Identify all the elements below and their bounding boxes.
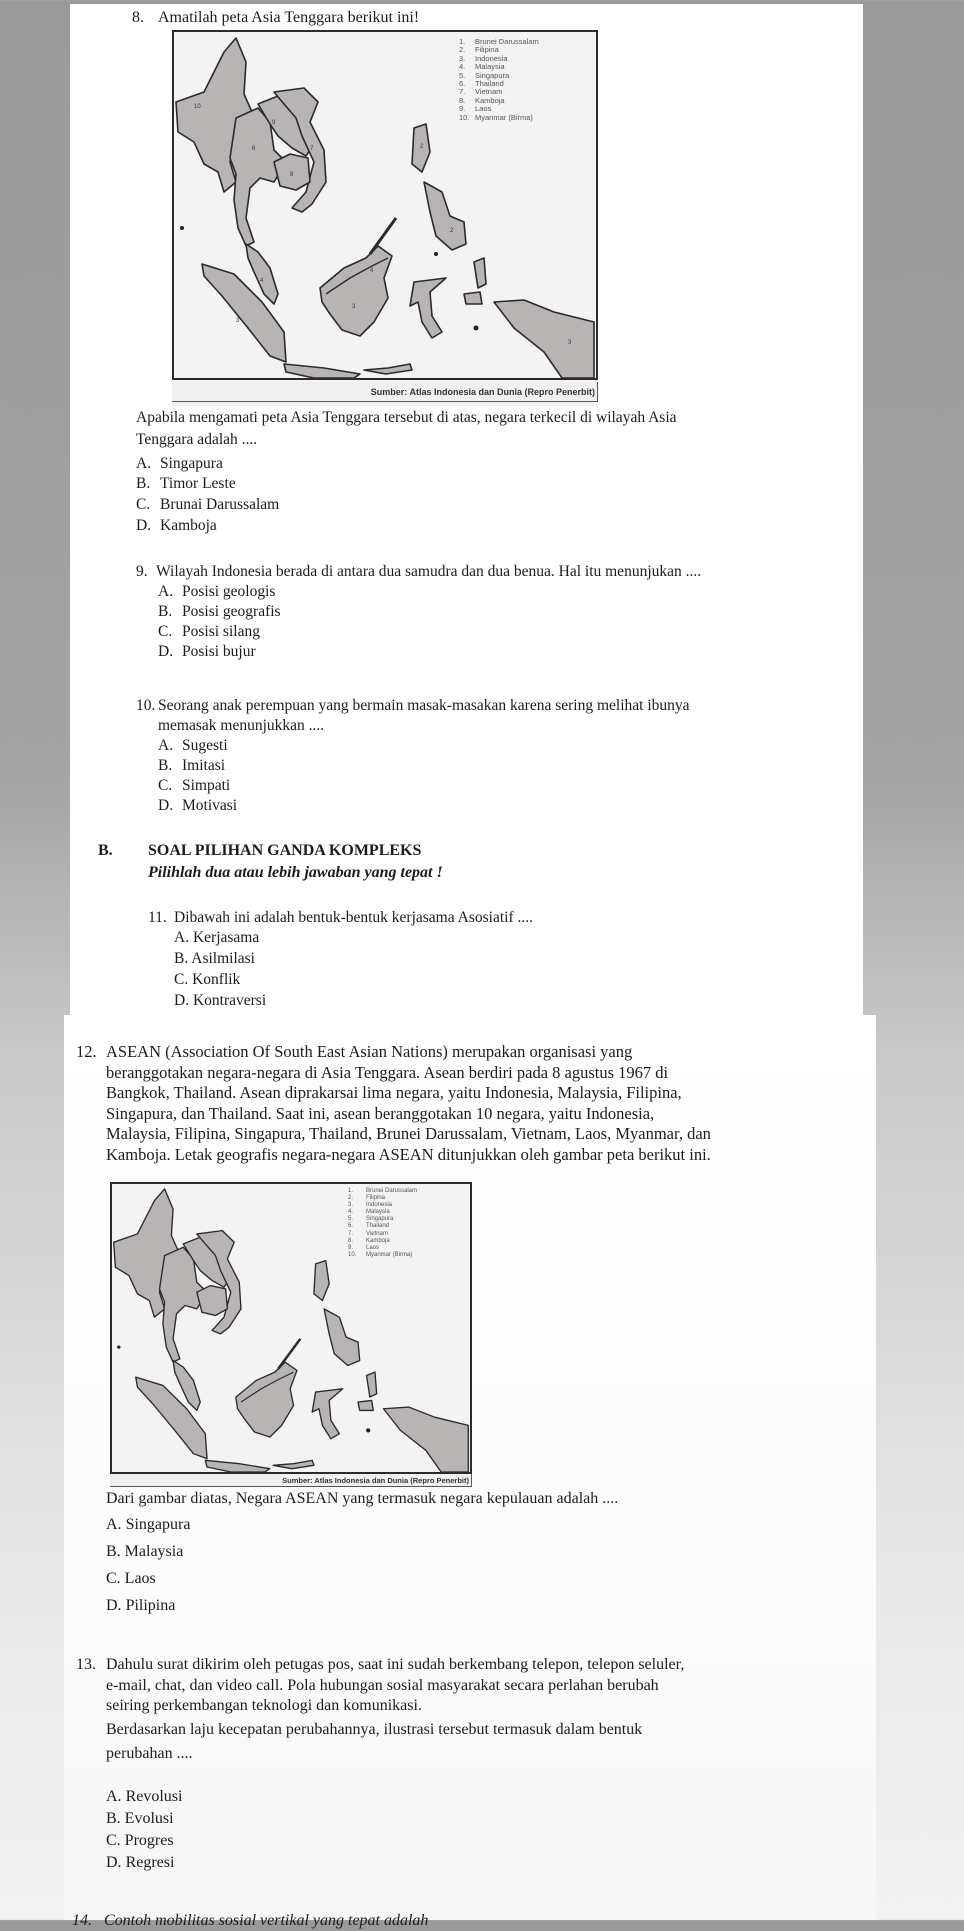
map-source-caption: Sumber: Atlas Indonesia dan Dunia (Repro Penerbit) [110, 1474, 472, 1487]
question-13-option-c: C. Progres [106, 1832, 174, 1849]
question-12-paragraph [76, 1042, 866, 1165]
question-13-line-1: 13. Dahulu surat dikirim oleh petugas pos, saat ini sudah berkembang telepon, telepon seluler, [76, 1656, 685, 1673]
question-prompt-line-1: Seorang anak perempuan yang bermain masak-masakan karena sering melihat ibunya [158, 697, 690, 714]
question-8-option-a: A. Singapura [136, 455, 223, 472]
question-9-option-b: B. Posisi geografis [158, 603, 281, 620]
question-13-option-b: B. Evolusi [106, 1810, 174, 1827]
question-12-option-c: C. Laos [106, 1570, 156, 1587]
legend-row: 8. Kamboja [459, 95, 505, 105]
legend-row: 1. Brunei Darussalam [459, 37, 539, 46]
question-13-line-5: perubahan .... [106, 1745, 193, 1762]
question-12-line-2: beranggotakan negara-negara di Asia Tenggara. Asean berdiri pada 8 agustus 1967 di [106, 1062, 669, 1082]
question-10-option-c: C. Simpati [158, 777, 231, 794]
map-frame [172, 30, 598, 380]
question-prompt: Dibawah ini adalah bentuk-bentuk kerjasama Asosiatif .... [174, 909, 533, 926]
map-legend [459, 38, 539, 122]
question-12-question: Dari gambar diatas, Negara ASEAN yang termasuk negara kepulauan adalah .... [106, 1490, 619, 1507]
question-10-heading: 10. Seorang anak perempuan yang bermain masak-masakan karena sering melihat ibunya [136, 697, 690, 714]
question-13-line-3: seiring perkembangan teknologi dan komunikasi. [106, 1697, 422, 1714]
legend-row: 1. Brunei Darussalam [348, 1188, 418, 1194]
document-page-1 [70, 4, 863, 1016]
question-12-line-3: Bangkok, Thailand. Asean diprakarsai lima negara, yaitu Indonesia, Malaysia, Filipina, [106, 1083, 682, 1102]
question-8-option-c: C. Brunai Darussalam [136, 496, 280, 513]
question-12-option-b: B. Malaysia [106, 1543, 184, 1560]
legend-row: 4. Malaysia [459, 62, 505, 72]
question-9-option-d: D. Posisi bujur [158, 643, 256, 660]
question-9-heading: 9. Wilayah Indonesia berada di antara dua samudra dan dua benua. Hal itu menunjukan .... [136, 563, 702, 580]
question-12-line-6: Kamboja. Letak geografis negara-negara ASEAN ditunjukkan oleh gambar peta berikut ini. [106, 1144, 711, 1164]
question-11-option-c: C. Konflik [174, 971, 241, 988]
question-8-text-line-2: Tenggara adalah .... [136, 431, 258, 448]
svg-text:4: 4 [260, 278, 264, 284]
question-number: 8. [132, 9, 144, 26]
question-10-prompt-line-2: memasak menunjukkan .... [158, 717, 325, 734]
legend-row: 8. Kamboja [348, 1237, 390, 1244]
question-prompt: Amatilah peta Asia Tenggara berikut ini! [158, 9, 420, 26]
legend-row: 10. Myanmar (Birma) [459, 112, 533, 122]
question-14-heading-partial: 14. Contoh mobilitas sosial vertikal yang tepat adalah [72, 1912, 429, 1929]
question-9-option-a: A. Posisi geologis [158, 583, 276, 600]
question-12-option-d: D. Pilipina [106, 1597, 176, 1614]
legend-row: 7. Vietnam [459, 87, 503, 97]
legend-row: 2. Filipina [348, 1195, 386, 1202]
svg-text:7: 7 [310, 146, 314, 152]
svg-text:3: 3 [352, 304, 356, 310]
legend-row: 6. Thailand [459, 79, 504, 89]
question-11-option-a: A. Kerjasama [174, 929, 260, 946]
question-13-option-a: A. Revolusi [106, 1788, 183, 1805]
svg-text:3: 3 [236, 318, 240, 324]
legend-row: 10. Myanmar (Birma) [348, 1251, 413, 1258]
svg-text:6: 6 [252, 146, 256, 152]
question-13-line-2: e-mail, chat, dan video call. Pola hubungan sosial masyarakat secara perlahan berubah [106, 1676, 659, 1694]
question-13-line-4: Berdasarkan laju kecepatan perubahannya, ilustrasi tersebut termasuk dalam bentuk [106, 1720, 643, 1738]
question-10-option-b: B. Imitasi [158, 757, 226, 774]
legend-row: 9. Laos [459, 104, 492, 114]
legend-row: 9. Laos [348, 1244, 380, 1251]
svg-text:9: 9 [272, 120, 276, 126]
document-page-2 [64, 1015, 876, 1929]
question-11-heading: 11. Dibawah ini adalah bentuk-bentuk kerjasama Asosiatif .... [148, 909, 533, 926]
question-8-option-b: B. Timor Leste [136, 475, 236, 492]
map-source-caption: Sumber: Atlas Indonesia dan Dunia (Repro Penerbit) [172, 382, 598, 402]
legend-row: 3. Indonesia [348, 1202, 393, 1209]
question-12-line-1: 12. ASEAN (Association Of South East Asian Nations) merupakan organisasi yang [76, 1042, 633, 1061]
section-b-instruction: Pilihlah dua atau lebih jawaban yang tepat ! [148, 864, 443, 881]
legend-row: 2. Filipina [459, 45, 499, 55]
legend-row: 7. Vietnam [348, 1230, 388, 1237]
question-8-option-d: D. Kamboja [136, 517, 217, 534]
question-prompt: Wilayah Indonesia berada di antara dua samudra dan dua benua. Hal itu menunjukan .... [156, 563, 702, 580]
svg-text:4: 4 [370, 268, 374, 274]
legend-row: 5. Singapura [459, 70, 510, 80]
question-13-option-d: D. Regresi [106, 1854, 175, 1871]
legend-row: 3. Indonesia [459, 53, 508, 63]
svg-text:2: 2 [450, 228, 454, 234]
svg-text:2: 2 [420, 144, 424, 150]
map-legend [348, 1188, 417, 1259]
svg-text:8: 8 [290, 172, 294, 178]
question-11-option-d: D. Kontraversi [174, 992, 267, 1009]
question-13-paragraph [76, 1655, 866, 1765]
asean-map-figure [110, 1182, 472, 1487]
question-12-line-5: Malaysia, Filipina, Singapura, Thailand, Brunei Darussalam, Vietnam, Laos, Myanmar, dan [106, 1124, 711, 1143]
question-8-text-line-1: Apabila mengamati peta Asia Tenggara tersebut di atas, negara terkecil di wilayah Asia [136, 409, 677, 426]
southeast-asia-map-figure [172, 30, 598, 406]
question-9-option-c: C. Posisi silang [158, 623, 260, 640]
section-b-title: B. SOAL PILIHAN GANDA KOMPLEKS [98, 842, 422, 859]
legend-row: 4. Malaysia [348, 1209, 390, 1216]
legend-row: 6. Thailand [348, 1223, 390, 1230]
legend-row: 5. Singapura [348, 1216, 394, 1223]
question-8-heading [132, 8, 419, 28]
question-12-line-4: Singapura, dan Thailand. Saat ini, asean beranggotakan 10 negara, yaitu Indonesia, [106, 1103, 655, 1123]
question-11-option-b: B. Asilmilasi [174, 950, 255, 967]
map-frame [110, 1182, 472, 1474]
question-10-option-d: D. Motivasi [158, 797, 238, 814]
svg-text:3: 3 [568, 340, 572, 346]
svg-text:10: 10 [194, 104, 201, 110]
question-10-option-a: A. Sugesti [158, 737, 228, 754]
question-12-option-a: A. Singapura [106, 1516, 191, 1533]
